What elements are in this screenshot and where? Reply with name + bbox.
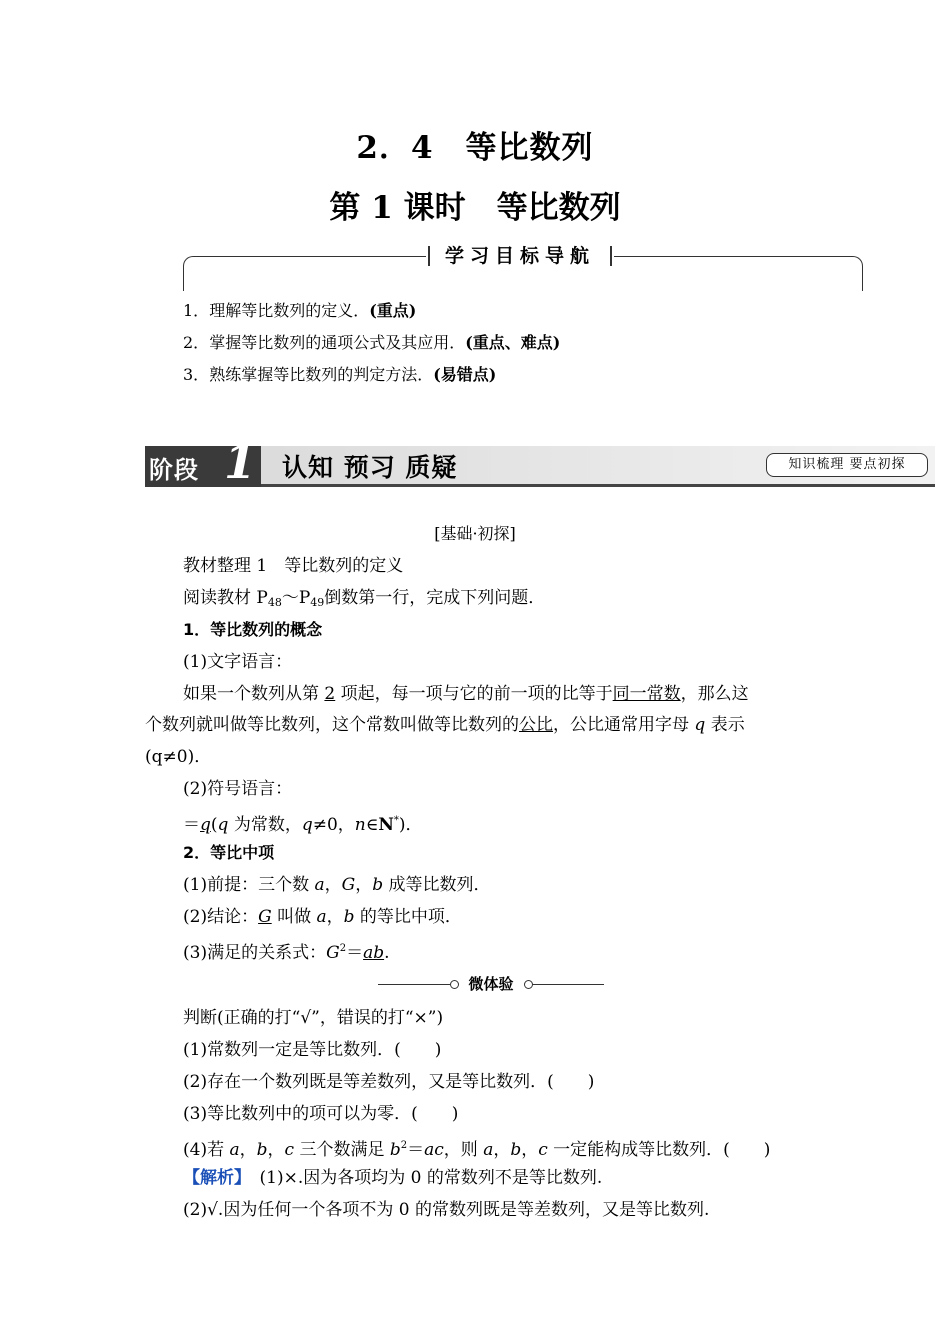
middle-term-line: (1)前提：三个数 a，G，b 成等比数列．	[183, 875, 491, 895]
goal-item: 1．理解等比数列的定义．(重点)	[183, 301, 417, 320]
question-item: (3)等比数列中的项可以为零．( )	[183, 1104, 459, 1124]
stage-number: 1	[224, 435, 257, 489]
stage-tag: 知识梳理 要点初探	[766, 453, 928, 477]
question-item: (4)若 a，b，c 三个数满足 $b^2=ac$，则 a，b，c 一定能构成等比数列．( )	[183, 1140, 771, 1160]
stage-title: 认知 预习 质疑	[282, 453, 458, 482]
mini-experience-divider	[378, 972, 604, 996]
analysis-line: 【解析】 (1)×.因为各项均为 0 的常数列不是等比数列.	[183, 1168, 603, 1188]
reading-instruction: 阅读教材 $P_{48}\sim P_{49}$倒数第一行，完成下列问题．	[183, 588, 546, 609]
question-item: (1)常数列一定是等比数列．( )	[183, 1040, 442, 1060]
section-title: 2．4 等比数列	[356, 130, 594, 166]
textbook-heading: 教材整理 1 等比数列的定义	[183, 556, 404, 576]
lesson-title: 第 1 课时 等比数列	[329, 190, 621, 226]
goal-item: 2．掌握等比数列的通项公式及其应用．(重点、难点)	[183, 333, 561, 352]
judge-instruction: 判断(正确的打“√”，错误的打“×”)	[183, 1008, 444, 1028]
mini-experience-label: 微体验	[468, 975, 514, 993]
text-language-label: (1)文字语言：	[183, 652, 293, 672]
middle-term-line: (3)满足的关系式：$G^2=ab$.	[183, 943, 390, 963]
stage-label: 阶段	[149, 456, 199, 484]
analysis-line: (2)√.因为任何一个各项不为 0 的常数列既是等差数列，又是等比数列.	[183, 1200, 710, 1220]
definition-line: 如果一个数列从第 2 项起，每一项与它的前一项的比等于同一常数，那么这	[183, 684, 749, 704]
goals-heading: 学习目标导航	[426, 240, 614, 272]
symbol-language-label: (2)符号语言：	[183, 779, 293, 799]
goal-item: 3．熟练掌握等比数列的判定方法．(易错点)	[183, 365, 497, 384]
middle-term-line: (2)结论：G 叫做 a，b 的等比中项．	[183, 907, 462, 927]
heading-concept: 1．等比数列的概念	[183, 620, 323, 639]
analysis-label: 【解析】	[183, 1168, 243, 1188]
definition-line: (q≠0)．	[145, 747, 212, 767]
symbol-formula: ＝q(q 为常数，q≠0，n∈N*)．	[183, 815, 423, 835]
question-item: (2)存在一个数列既是等差数列，又是等比数列．( )	[183, 1072, 595, 1092]
definition-line: 个数列就叫做等比数列，这个常数叫做等比数列的公比，公比通常用字母 q 表示	[145, 715, 745, 735]
heading-middle-term: 2．等比中项	[183, 843, 275, 862]
section-label: [基础·初探]	[434, 524, 516, 543]
